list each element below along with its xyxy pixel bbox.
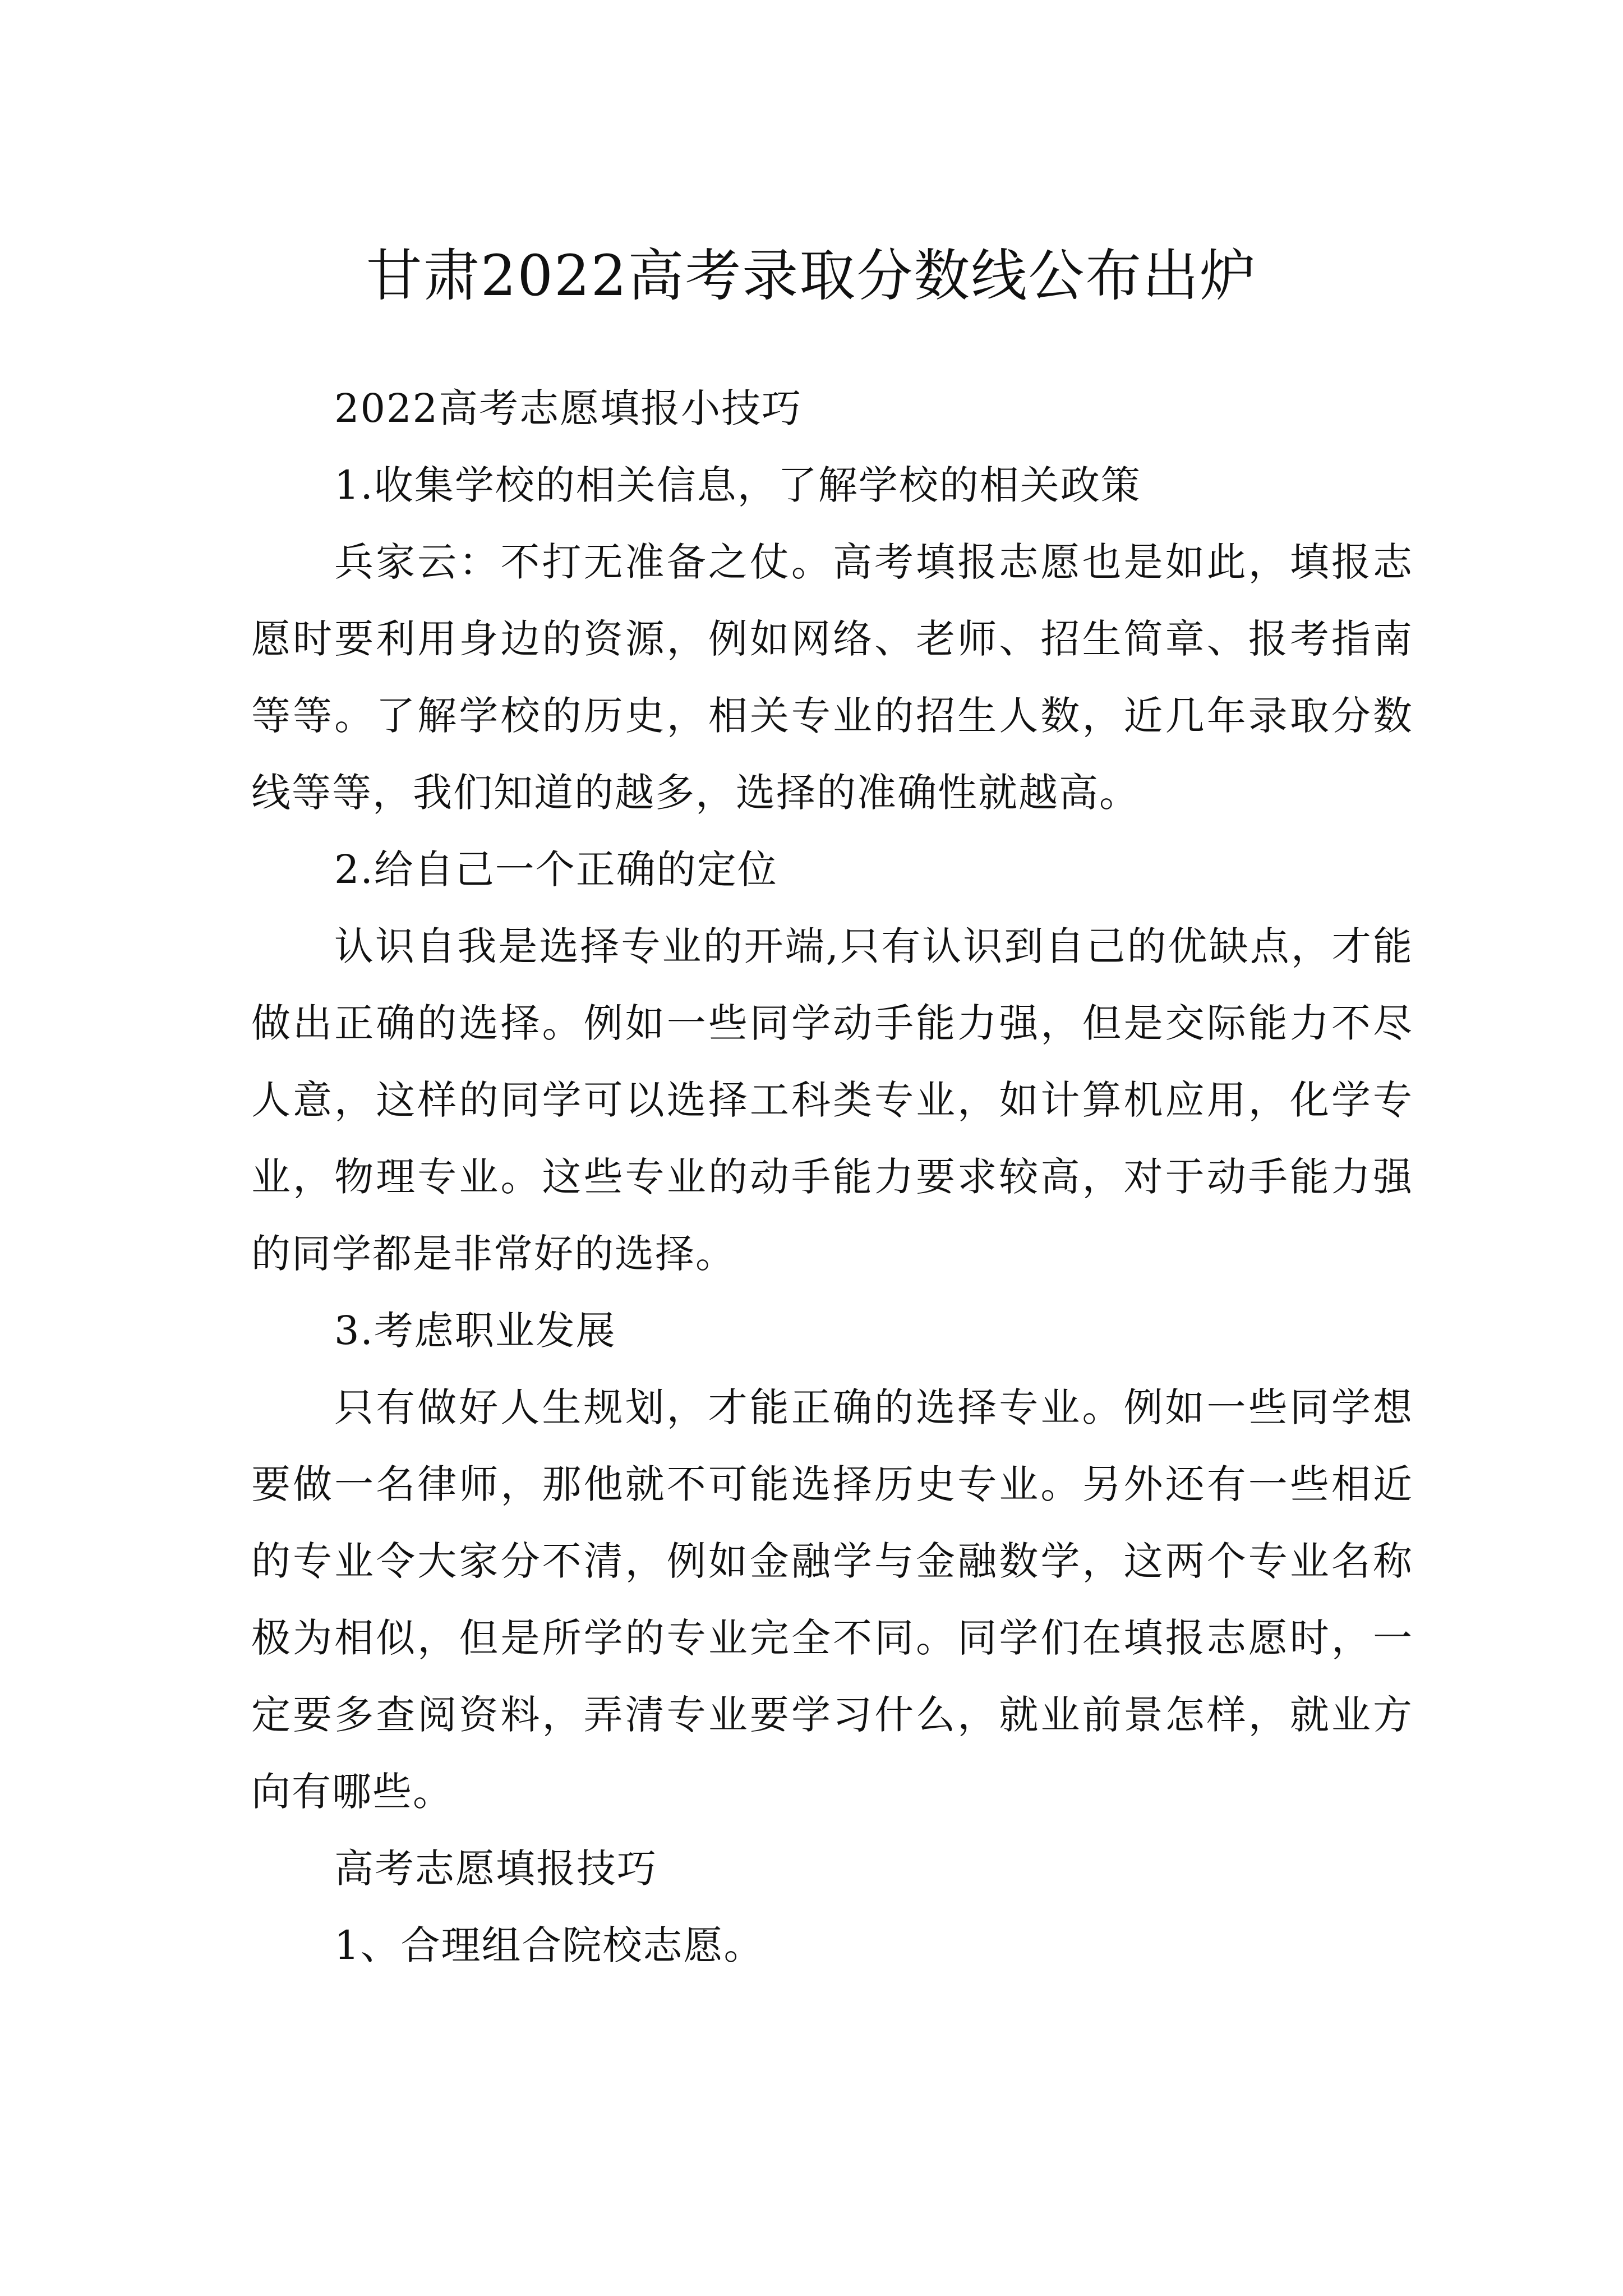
tip-1-heading: 1.收集学校的相关信息，了解学校的相关政策 bbox=[334, 462, 1141, 508]
document-body bbox=[251, 370, 1413, 1984]
subheading-tips-2022: 2022高考志愿填报小技巧 bbox=[334, 385, 803, 431]
tip-3-paragraph: 只有做好人生规划，才能正确的选择专业。例如一些同学想要做一名律师，那他就不可能选择历史专业。另外还有一些相近的专业令大家分不清，例如金融学与金融数学，这两个专业名称极为相似，但是所学的专业完全不同。同学们在填报志愿时，一定要多查阅资料，弄清专业要学习什么，就业前景怎样，就业方向有哪些。 bbox=[251, 1384, 1413, 1815]
tip-2-heading: 2.给自己一个正确的定位 bbox=[334, 846, 778, 892]
filling-tip-1: 1、合理组合院校志愿。 bbox=[334, 1922, 764, 1968]
subheading-filling-tips: 高考志愿填报技巧 bbox=[334, 1846, 657, 1892]
tip-2-paragraph: 认识自我是选择专业的开端,只有认识到自己的优缺点，才能做出正确的选择。例如一些同学动手能力强，但是交际能力不尽人意，这样的同学可以选择工科类专业，如计算机应用，化学专业，物理专业。这些专业的动手能力要求较高，对于动手能力强的同学都是非常好的选择。 bbox=[251, 923, 1413, 1277]
document-title: 甘肃2022高考录取分数线公布出炉 bbox=[366, 243, 1257, 309]
tip-3-heading: 3.考虑职业发展 bbox=[334, 1308, 616, 1354]
tip-1-paragraph: 兵家云：不打无准备之仗。高考填报志愿也是如此，填报志愿时要利用身边的资源，例如网络、老师、招生简章、报考指南等等。了解学校的历史，相关专业的招生人数，近几年录取分数线等等，我们知道的越多，选择的准确性就越高。 bbox=[251, 539, 1413, 816]
